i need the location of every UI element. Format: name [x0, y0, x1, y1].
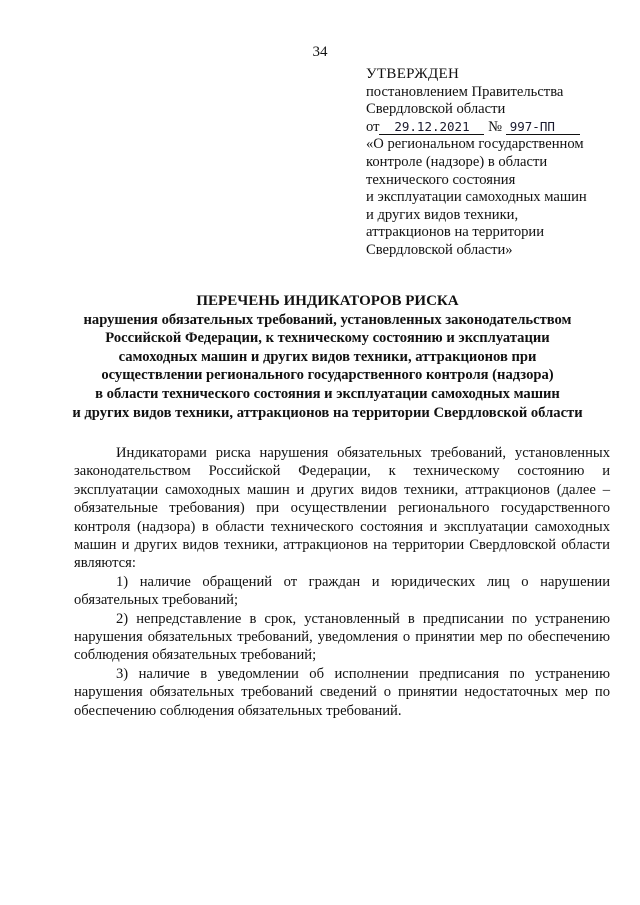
approval-date-line — [366, 119, 626, 137]
approval-line-1: постановлением Правительства — [366, 83, 564, 100]
resolution-line: и эксплуатации самоходных машин — [366, 189, 587, 206]
resolution-line: технического состояния — [366, 171, 516, 188]
date-prefix: от — [366, 118, 380, 135]
number-sign: № — [488, 118, 503, 135]
document-body — [74, 444, 610, 720]
heading-line: в области технического состояния и эксплуатации самоходных машин — [95, 385, 560, 402]
heading-line: самоходных машин и других видов техники, аттракционов при — [118, 348, 537, 365]
heading-line: и других видов техники, аттракционов на территории Свердловской области — [72, 404, 583, 421]
body-paragraph-intro: Индикаторами риска нарушения обязательных требований, установленных законодательством Российской Федерации, к техническому состоянию и эксплуатации самоходных машин и других видов техники, аттракционов (далее – обязательные требования) при осуществлении регионального государственного контроля (надзора) в области технического состояния и эксплуатации самоходных машин и других видов техники, аттракционов на территории Свердловской области являются: — [74, 445, 610, 572]
number-value: 997-ПП — [506, 120, 580, 135]
body-paragraph-item-3: 3) наличие в уведомлении об исполнении предписания по устранению нарушения обязательных требований сведений о принятии недостаточных мер по обеспечению соблюдения обязательных требований. — [74, 665, 610, 719]
resolution-line: Свердловской области» — [366, 241, 513, 258]
heading-line: осуществлении регионального государственного контроля (надзора) — [101, 367, 554, 384]
resolution-line: и других видов техники, — [366, 206, 519, 223]
page-number: 34 — [312, 44, 328, 60]
body-paragraph-item-2: 2) непредставление в срок, установленный в предписании по устранению нарушения обязательных требований, уведомления о принятии мер по обеспечению соблюдения обязательных требований; — [74, 610, 610, 664]
approval-title: УТВЕРЖДЕН — [366, 66, 460, 82]
resolution-line: аттракционов на территории — [366, 224, 545, 241]
body-paragraph-item-1: 1) наличие обращений от граждан и юридических лиц о нарушении обязательных требований; — [74, 573, 610, 609]
heading-line: нарушения обязательных требований, установленных законодательством — [83, 311, 572, 328]
approval-stamp-block — [366, 66, 626, 260]
heading-line: Российской Федерации, к техническому состоянию и эксплуатации — [105, 330, 550, 347]
document-heading — [60, 292, 595, 422]
approval-line-2: Свердловской области — [366, 101, 506, 118]
date-value: 29.12.2021 — [379, 120, 484, 135]
resolution-line: контроле (надзоре) в области — [366, 153, 548, 170]
heading-title: ПЕРЕЧЕНЬ ИНДИКАТОРОВ РИСКА — [196, 293, 459, 309]
resolution-line: «О региональном государственном — [366, 136, 584, 153]
